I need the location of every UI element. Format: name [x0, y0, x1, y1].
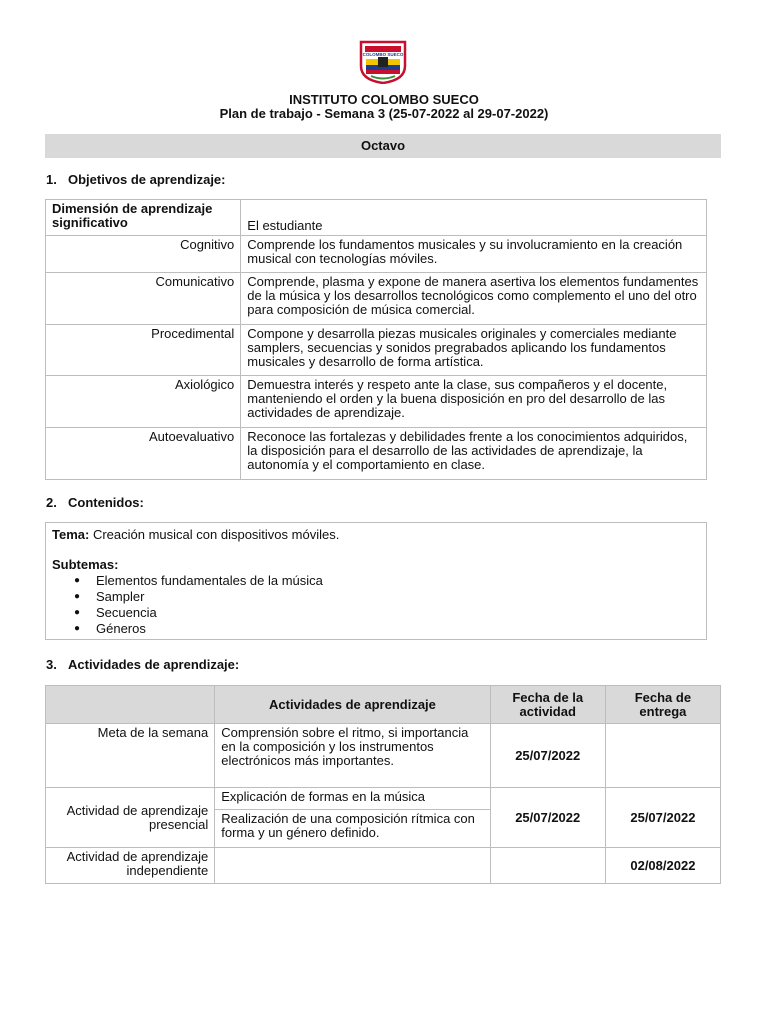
tema-line: [52, 527, 700, 543]
independiente-label: Actividad de aprendizaje independiente: [46, 848, 215, 884]
subtemas-label: Subtemas:: [52, 557, 119, 572]
meta-fecha-actividad: 25/07/2022: [490, 724, 605, 788]
tema-label: Tema:: [52, 527, 90, 542]
dimension-cell: Comunicativo: [46, 273, 241, 325]
presencial-description-2: Realización de una composición rítmica con forma y un género definido.: [215, 810, 490, 848]
description-cell: Reconoce las fortalezas y debilidades frente a los conocimientos adquiridos, la disposición para el desarrollo de las actividades de aprendizaje, la autonomía y el comportamiento en clase.: [241, 428, 707, 480]
section-2-number: 2.: [46, 495, 57, 510]
description-cell: Compone y desarrolla piezas musicales originales y comerciales mediante samplers, secuencias y sonidos pregrabados aplicando los fundamentos musicales y desarrollo de forma artística.: [241, 325, 707, 376]
list-item: ● Géneros: [96, 621, 700, 637]
grade-banner: Octavo: [45, 134, 721, 158]
section-3-title: Actividades de aprendizaje:: [68, 657, 240, 672]
independiente-description: [215, 848, 490, 884]
meta-fecha-entrega: [605, 724, 720, 788]
table-row: [46, 273, 707, 325]
tema-text: Creación musical con dispositivos móviles.: [92, 527, 340, 542]
activities-header-fecha-actividad: Fecha de la actividad: [490, 686, 605, 724]
list-item: ● Sampler: [96, 589, 700, 605]
section-3-heading: [46, 657, 239, 672]
independiente-fecha-actividad: [490, 848, 605, 884]
table-row: [46, 325, 707, 376]
subtemas-list: [52, 573, 700, 637]
table-row: [46, 788, 721, 810]
section-1-number: 1.: [46, 172, 57, 187]
independiente-fecha-entrega: 02/08/2022: [605, 848, 720, 884]
table-row: [46, 848, 721, 884]
presencial-fecha-actividad: 25/07/2022: [490, 788, 605, 848]
logo-text: COLOMBO SUECO: [362, 52, 404, 57]
section-1-title: Objetivos de aprendizaje:: [68, 172, 226, 187]
section-3-number: 3.: [46, 657, 57, 672]
section-2-title: Contenidos:: [68, 495, 144, 510]
objectives-header-row: [46, 200, 707, 236]
meta-label: Meta de la semana: [46, 724, 215, 788]
activities-table: [45, 685, 721, 884]
dimension-cell: Axiológico: [46, 376, 241, 428]
description-cell: Comprende, plasma y expone de manera asertiva los elementos fundamentes de la música y los desarrollos tecnológicos como complemento el uno del otro para composición de música comercial.: [241, 273, 707, 325]
description-cell: Demuestra interés y respeto ante la clase, sus compañeros y el docente, manteniendo el orden y la buena disposición en pro del desarrollo de las actividades de aprendizaje.: [241, 376, 707, 428]
description-cell: Comprende los fundamentos musicales y su involucramiento en la creación musical con tecnologías móviles.: [241, 236, 707, 273]
table-row: [46, 236, 707, 273]
presencial-description-1: Explicación de formas en la música: [215, 788, 490, 810]
dimension-cell: Cognitivo: [46, 236, 241, 273]
dimension-cell: Procedimental: [46, 325, 241, 376]
presencial-fecha-entrega: 25/07/2022: [605, 788, 720, 848]
table-row: [46, 724, 721, 788]
institute-title: INSTITUTO COLOMBO SUECO: [289, 92, 479, 107]
activities-header-empty: [46, 686, 215, 724]
list-item: ● Elementos fundamentales de la música: [96, 573, 700, 589]
activities-header-fecha-entrega: Fecha de entrega: [605, 686, 720, 724]
table-row: [46, 428, 707, 480]
objectives-header-student: El estudiante: [241, 200, 707, 236]
school-crest-logo: [357, 40, 409, 84]
contents-box: [45, 522, 707, 640]
section-2-heading: [46, 495, 144, 510]
section-1-heading: [46, 172, 226, 187]
presencial-label: Actividad de aprendizaje presencial: [46, 788, 215, 848]
activities-header-activities: Actividades de aprendizaje: [215, 686, 490, 724]
table-row: [46, 376, 707, 428]
objectives-header-dimension: Dimensión de aprendizaje significativo: [46, 200, 241, 236]
list-item: ● Secuencia: [96, 605, 700, 621]
activities-header-row: [46, 686, 721, 724]
objectives-table: [45, 199, 707, 480]
plan-title: Plan de trabajo - Semana 3 (25-07-2022 al 29-07-2022): [219, 106, 549, 121]
meta-description: Comprensión sobre el ritmo, si importancia en la composición y los instrumentos electrónicos más importantes.: [215, 724, 490, 788]
dimension-cell: Autoevaluativo: [46, 428, 241, 480]
